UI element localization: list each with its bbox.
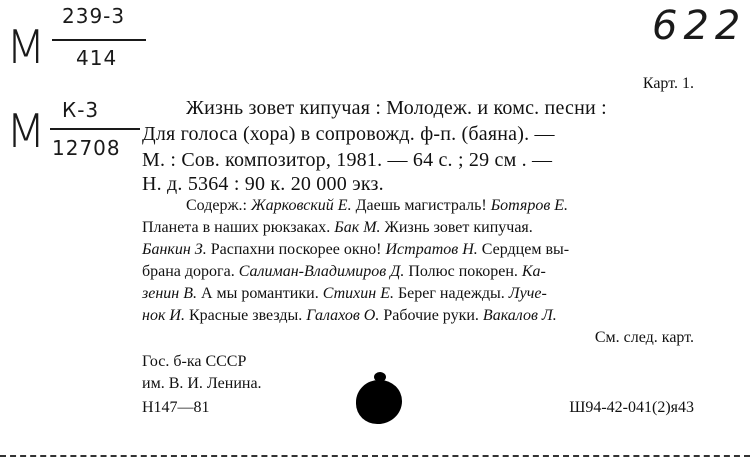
call-number-bottom-2: 12708	[52, 136, 121, 160]
see-next-card: См. след. карт.	[594, 329, 694, 346]
contents-author: Истратов Н.	[385, 241, 478, 258]
contents-text: Берег надежды.	[393, 285, 509, 302]
contents-author: Луче-	[508, 285, 547, 302]
contents-text: Содерж.:	[186, 197, 251, 214]
contents-text: Полюс покорен.	[404, 263, 522, 280]
card-label: Карт. 1.	[642, 75, 694, 92]
contents-text: А мы романтики.	[197, 285, 323, 302]
contents-text: брана дорога.	[142, 263, 239, 280]
contents-author: нок И.	[142, 307, 185, 324]
title-line-3: М. : Сов. композитор, 1981. — 64 с. ; 29 см . —	[142, 149, 553, 171]
contents-text: Рабочие руки.	[379, 307, 483, 324]
library-name-line-2: им. В. И. Ленина.	[142, 375, 262, 392]
contents-author: Банкин З.	[142, 241, 207, 258]
card-bottom-edge	[0, 455, 750, 457]
contents-text: Жизнь зовет кипучая.	[380, 219, 533, 236]
call-number-top-2: К-3	[62, 98, 100, 122]
call-number-letter-2: М	[6, 104, 46, 158]
contents-text: Распахни поскорее окно!	[206, 241, 386, 258]
contents-author: Стихин Е.	[322, 285, 394, 302]
call-number-divider-1	[52, 39, 146, 41]
contents-author: зенин В.	[142, 285, 197, 302]
contents-line	[142, 286, 547, 302]
contents-author: Галахов О.	[306, 307, 380, 324]
call-number-bottom-1: 414	[76, 46, 118, 70]
contents-line	[142, 308, 557, 324]
contents-author: Вакалов Л.	[482, 307, 557, 324]
library-name-line-1: Гос. б-ка СССР	[142, 353, 247, 370]
call-number-divider-2	[50, 128, 140, 130]
call-number-letter-1: М	[6, 20, 46, 74]
contents-author: Бак М.	[334, 219, 381, 236]
contents-text: Даешь магистраль!	[351, 197, 491, 214]
classification-code: Ш94-42-041(2)я43	[569, 399, 694, 416]
ink-blot	[356, 380, 402, 424]
contents-author: Ботяров Е.	[490, 197, 569, 214]
title-line-1: Жизнь зовет кипучая : Молодеж. и комс. песни :	[186, 97, 607, 119]
corner-number: 622	[652, 3, 747, 49]
contents-line	[142, 220, 533, 236]
title-line-2: Для голоса (хора) в сопровожд. ф-п. (баяна). —	[142, 123, 555, 145]
contents-line	[142, 264, 546, 280]
contents-author: Жарковский Е.	[250, 197, 352, 214]
contents-text: Красные звезды.	[184, 307, 307, 324]
contents-author: Салиман-Владимиров Д.	[238, 263, 405, 280]
contents-text: Сердцем вы-	[477, 241, 570, 258]
title-line-4: Н. д. 5364 : 90 к. 20 000 экз.	[142, 173, 384, 195]
contents-text: Планета в наших рюкзаках.	[142, 219, 335, 236]
contents-line	[186, 198, 568, 214]
contents-author: Ка-	[521, 263, 546, 280]
contents-line	[142, 242, 569, 258]
order-code: Н147—81	[142, 399, 210, 416]
call-number-top-1: 239-3	[62, 4, 126, 28]
